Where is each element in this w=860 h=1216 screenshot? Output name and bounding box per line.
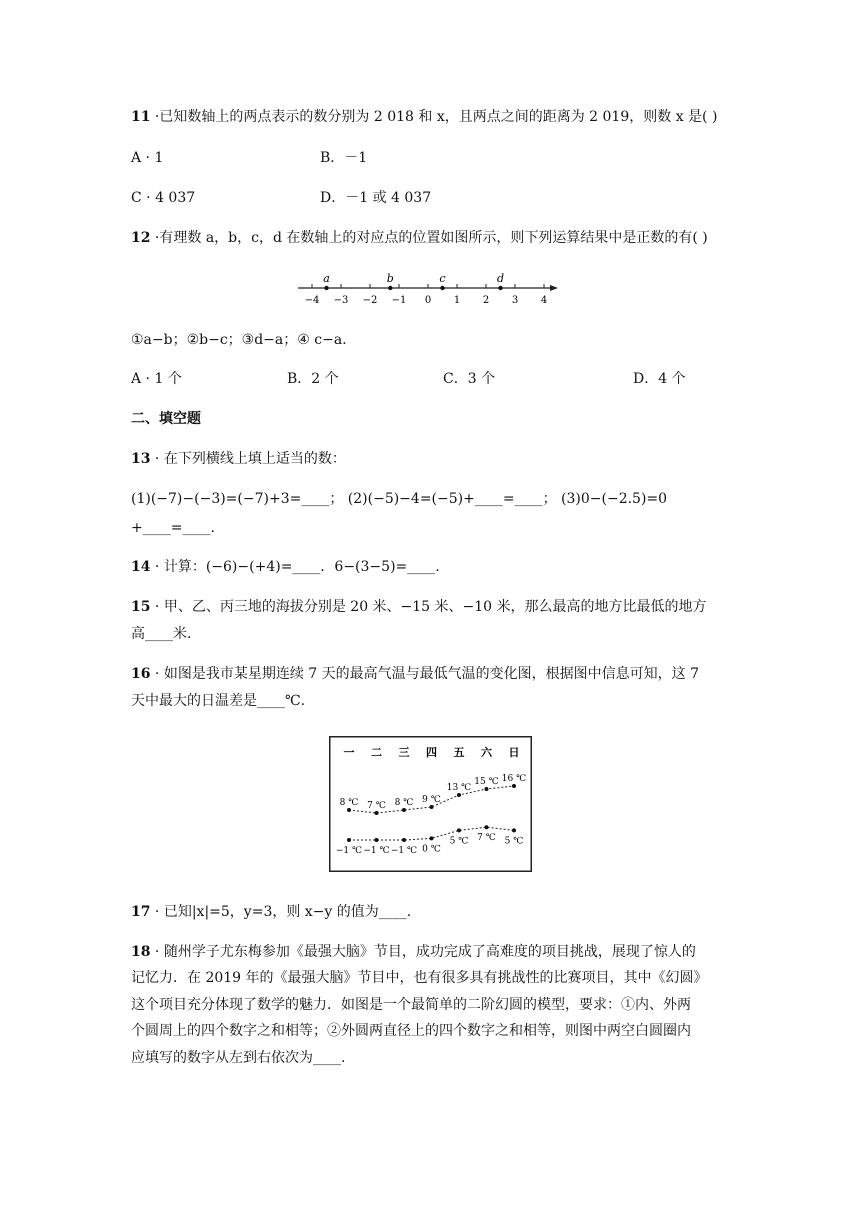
day-label: 三 (398, 746, 410, 759)
question-text: · 已知|x|=5，y=3，则 x−y 的值为____. (150, 904, 412, 920)
high-temp-label: 16 ℃ (501, 774, 527, 784)
low-temp-label: 0 ℃ (422, 844, 441, 855)
low-temp-point (512, 828, 516, 832)
option-c: C．3 个 (443, 371, 496, 387)
section-heading: 二、填空题 (131, 411, 201, 427)
tick-label: 2 (482, 295, 490, 306)
high-temp-label: 13 ℃ (446, 783, 472, 793)
question-number: 14 (131, 559, 151, 575)
question-12 (131, 228, 708, 248)
tick-label: 1 (453, 295, 461, 306)
day-label: 五 (453, 746, 465, 759)
temperature-chart (329, 736, 532, 872)
high-temp-label: 9 ℃ (422, 795, 441, 805)
tick-label: 0 (424, 295, 432, 306)
question-text: ·有理数 a，b，c，d 在数轴上的对应点的位置如图所示，则下列运算结果中是正数的有( ) (150, 230, 708, 246)
question-13 (131, 449, 346, 469)
low-temp-point (347, 838, 351, 842)
question-13-line1: (1)(−7)−(−3)=(−7)+3=____； (2)(−5)−4=(−5)+____=____； (3)0−(−2.5)=0 (131, 491, 668, 507)
day-label: 四 (426, 746, 437, 759)
question-text: · 随州学子尤东梅参加《最强大脑》节目，成功完成了高难度的项目挑战，展现了惊人的 (150, 944, 696, 960)
high-temp-point (402, 808, 406, 812)
low-temp-point (485, 825, 489, 829)
question-18 (131, 942, 696, 962)
low-temp-point (430, 836, 434, 840)
tick-label: −3 (333, 295, 349, 306)
question-number: 16 (131, 666, 151, 682)
high-temp-label: 8 ℃ (339, 798, 359, 808)
question-18-line5: 应填写的数字从左到右依次为____. (131, 1050, 346, 1066)
tick-label: −2 (362, 295, 378, 306)
question-17 (131, 902, 411, 922)
day-label: 二 (371, 746, 382, 759)
low-temp-label: 5 ℃ (504, 836, 524, 847)
tick-label: 3 (511, 295, 519, 306)
question-number: 17 (131, 904, 151, 920)
high-temp-label: 7 ℃ (367, 801, 386, 811)
question-15-line2: 高____米. (131, 626, 192, 642)
tick-label: −1 (391, 295, 407, 306)
day-label: 一 (343, 746, 355, 759)
high-temp-point (347, 808, 351, 812)
option-b: B．2 个 (287, 371, 339, 387)
question-16 (131, 664, 699, 684)
question-text: ·已知数轴上的两点表示的数分别为 2 018 和 x，且两点之间的距离为 2 019，则数 x 是( ) (150, 109, 718, 125)
high-temp-point (485, 787, 489, 791)
low-temp-label: −1 ℃ (390, 846, 418, 856)
question-number: 15 (131, 599, 151, 615)
option-d: D．4 个 (633, 371, 686, 387)
tick-label: −4 (304, 295, 320, 306)
point-c (440, 286, 444, 290)
point-a (324, 286, 328, 290)
high-temp-point (430, 805, 434, 809)
question-text: · 计算：(−6)−(+4)=____．6−(3−5)=____. (150, 559, 440, 575)
option-c: C · 4 037 (131, 190, 196, 206)
high-temp-label: 8 ℃ (394, 798, 414, 808)
day-label: 六 (481, 746, 492, 759)
question-text: · 甲、乙、丙三地的海拔分别是 20 米、−15 米、−10 米，那么最高的地方比最低的地方 (150, 599, 707, 615)
low-temp-point (402, 838, 406, 842)
point-label: b (386, 272, 394, 285)
question-number: 18 (131, 944, 151, 960)
point-b (388, 286, 392, 290)
low-temp-label: −1 ℃ (335, 846, 363, 856)
number-line-figure (290, 266, 570, 310)
point-label: d (496, 272, 505, 285)
option-b: B．－1 (320, 150, 368, 166)
option-d: D．－1 或 4 037 (320, 190, 432, 206)
point-d (498, 286, 502, 290)
question-11 (131, 107, 717, 127)
question-text: · 如图是我市某星期连续 7 天的最高气温与最低气温的变化图，根据图中信息可知，这 7 (150, 666, 699, 682)
question-text: · 在下列横线上填上适当的数： (150, 451, 346, 467)
question-15 (131, 597, 707, 617)
low-temp-point (457, 828, 461, 832)
high-temp-point (375, 811, 379, 815)
high-temp-point (512, 784, 516, 788)
low-temp-label: 7 ℃ (477, 833, 496, 844)
question-16-line2: 天中最大的日温差是____℃. (131, 693, 306, 709)
low-temp-point (375, 838, 379, 842)
question-18-line2: 记忆力．在 2019 年的《最强大脑》节目中，也有很多具有挑战性的比赛项目，其中《幻圆》 (131, 970, 708, 986)
low-temp-label: 5 ℃ (449, 836, 469, 847)
low-temp-label: −1 ℃ (363, 846, 390, 856)
question-18-line4: 个圆周上的四个数字之和相等；②外圆两直径上的四个数字之和相等，则图中两空白圆圈内 (131, 1023, 691, 1039)
question-number: 13 (131, 451, 151, 467)
point-label: c (439, 272, 446, 285)
question-number: 12 (131, 230, 151, 246)
question-18-line3: 这个项目充分体现了数学的魅力．如图是一个最简单的二阶幻圆的模型，要求：①内、外两 (131, 997, 691, 1013)
point-label: a (323, 272, 330, 285)
question-number: 11 (131, 109, 151, 125)
expression-list: ①a−b；②b−c；③d−a；④ c−a. (131, 332, 347, 348)
high-temp-label: 15 ℃ (474, 777, 499, 787)
option-a: A · 1 个 (131, 371, 182, 387)
tick-label: 4 (540, 295, 548, 306)
question-14 (131, 557, 440, 577)
option-a: A · 1 (131, 150, 164, 166)
day-label: 日 (508, 746, 520, 759)
question-13-line2: +____=____. (131, 520, 215, 536)
high-temp-point (457, 793, 461, 797)
arrow-head (550, 285, 558, 291)
